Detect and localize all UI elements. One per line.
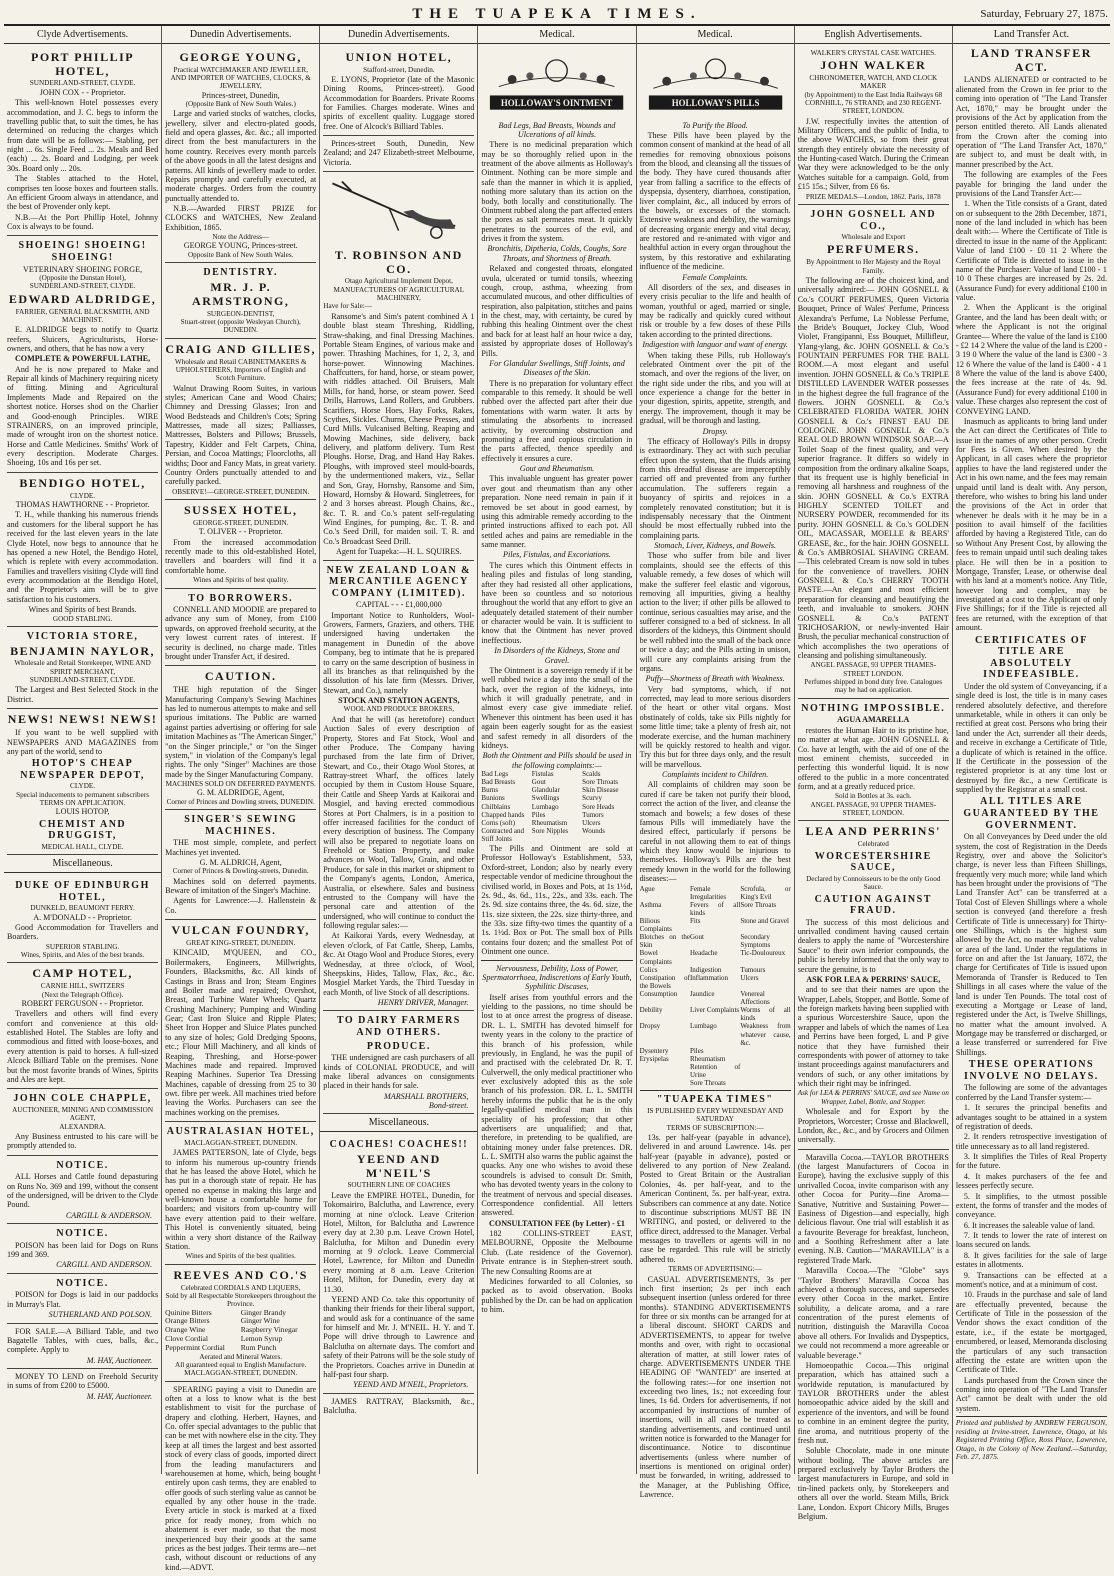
ad-walker: WALKER'S CRYSTAL CASE WATCHES. JOHN WALKER CHRONOMETER, WATCH, AND CLOCK MAKER (by Appointment) to the East India Railways 68 CORNHILL, 76 STRAND; and 230 REGENT-STREET, LONDON. J.W. respectfully invites the attention of Military Officers, and the public of India, to the above WATCHES, so from their great strength they entirely obviate the necessity of the Hunting-cased Watch. During the Crimean War they were acknowledged to be the only Watches suitable for a campaign. Gold, from £15 15s.; Silver, from £6 6s. PRIZE MEDALS—London, 1862. Paris, 1878 [798,47,949,205]
ad-singers-sewing: SINGER'S SEWING MACHINES. THE most simple, complete, and perfect Machines yet invented. G. M. ALDRICH, Agent, Corner of Princes & Dowling-streets, Dunedin. Machines sold on deferred payments. Beware of imitation of the Singer's Machine. Agents for Lawrence:—J. Hallenstein & Co. [165,810,316,920]
ad-victoria-store: VICTORIA STORE, BENJAMIN NAYLOR, Wholesale and Retail Storekeeper, WINE AND SPIRIT MERCHANT, SUNDERLAND-STREET, CLYDE. The Largest and Best Selected Stock in the District. [7,627,158,709]
ad-maravilla-cocoa: Maravilla Cocoa.—TAYLOR BROTHERS (the largest Manufacturers of Cocoa in Europe), having the exclusive supply of this unrivalled Cocoa, invite comparison with any other Cocoa for Purity—fine Aroma—Sanative, Nutritive and Sustaining Power—Easiness of Digestion—and especially, high delicious flavour. One trial will establish it as a favourite Beverage for breakfast, luncheon, and a Soothing Refreshment after a late evening. N.B. Caution—"MARAVILLA" is a registered Trade Mark. Maravilla Cocoa.—The "Globe" says "Taylor Brothers' Maravilla Cocoa has achieved a thorough success, and supersedes every other Cocoa in the market. Entire solubility, a delicate aroma, and a rare concentration of the purest elements of nutrition, distinguish the Maravilla Cocoa above all others. For Invalids and Dyspeptics, we could not recommend a more agreeable or valuable beverage." Homoeopathic Cocoa.—This original preparation, which has attained such a worldwide reputation, is manufactured by TAYLOR BROTHERS under the ablest homoeopathic advice aided by the skill and experience of the inventors, and will be found to combine in an eminent degree the purity, fine aroma, and nutritious property of the fresh nut. Soluble Chocolate, made in one minute without boiling. The above articles are prepared exclusively by Taylor Brothers the largest manufacturers in Europe, and sold in tin-lined packets only, by Storekeepers and others all over the world. Steam Mills, Brick Lane, London. Export Chicory Mills, Bruges Belgium. [797,1152,949,1521]
ad-for-sale: FOR SALE.—A Billiard Table, and two Bagatelle Tables, with cues, balls, &c., complete. Apply to M. HAY, Auctioneer. [7,1324,158,1370]
column-heading: Land Transfer Act. [953,27,1110,44]
ad-craig-gillies: CRAIG AND GILLIES, Wholesale and Retail CABINETMAKERS & UPHOLSTERERS, Importers of English and Scotch Furniture. Walnut Drawing Room Suites, in various styles; American Cane and Wood Chairs; Chimney and Dressing Glasses; Iron and Wood Bedsteads and Children's Cots; Spring Mattresses, made all sizes; Palliasses, Mattresses, Bolsters and Pillows; Brussels, Tapestry, Kidder and Felt Carpets, China, Persian, and Cocoa Mattings; Floorcloths, all widths; Door and Fancy Mats, in great variety. Country Orders punctually attended to and carefully packed. OBSERVE!—GEORGE-STREET, DUNEDIN. [165,339,316,500]
ad-dairy-farmers: TO DAIRY FARMERS AND OTHERS. PRODUCE. THE undersigned are cash purchasers of all kinds of COLONIAL PRODUCE, and will make liberal advances on consignments placed in their hands for sale. MARSHALL BROTHERS, Bond-street. [323,1011,474,1114]
column-dunedin-1 [162,26,320,1572]
column-clyde [4,26,162,1474]
ad-news: NEWS! NEWS! NEWS! If you want to be well supplied with NEWSPAPERS AND MAGAZINES from any part of the world, send to HOTOP'S CHEAP NEWSPAPER DEPOT, CLYDE. Special inducements to permanent subscribers TERMS ON APPLICATION. LOUIS HOTOP, CHEMIST AND DRUGGIST, MEDICAL HALL, CLYDE. [7,709,158,855]
printer-imprint: Printed and published by ANDREW FERGUSON, residing at Irvine-street, Lawrence, Otago, at his Registered Printing Office, Ross Place, Lawrence, Otago, in the Colony of New Zealand.—Saturday, Feb. 27, 1875. [955,1418,1107,1462]
column-medical-ointment: Medical. HOLLOWAY'S OINTMENT Bad Legs, Bad Breasts, Wounds and Ulcerations of all kinds. There is no medicinal preparation which may be so thoroughly relied upon in the treatment of the above ailments as Holloway's Ointment. Nothing can be more simple and safe than the manner in which it is applied, nothing more salutary than its action on the body, both locally and constitutionally. The Ointment rubbed along the part affected enters the pores as salt permeates meat. It quickly penetrates to the sources of the evil, and drives it from the system. Bronchitis, Diptheria, Colds, Coughs, Sore Throats, and Shortness of Breath. Relaxed and congested throats, elongated uvula, ulcerated or tumid tonsils, wheezing cough, croup, asthma, wheezing from accumulated mucous, and other difficulties of respiration, also palpitation, stitches and pains in the chest, may, with certainty, be cured by rubbing this healing Ointment over the chest and back for at least half an hour twice a day, assisted by appropriate doses of Holloway's Pills. For Glandular Swellings, Stiff Joints, and Diseases of the Skin. There is no preparation for voluntary effect comparable to this remedy. It should be well rubbed over the affected part after their due fomentations with warm water. It acts by stimulating the absorbents to increased activity, by overcoming obstruction and promoting a free and copious circulation in the parts affected, thence speedily and effectively it ensures a cure. Gout and Rheumatism. This invaluable unguent has greater power over gout and rheumatism than any other preparation. None need remain in pain if it removed be set about in good earnest, by using this admirable remedy according to the printed instructions affixed to each pot. All settled aches and pains are remediable in the same manner. Piles, Fistulas, and Excoriations. The cures which this Ointment effects in healing piles and fistulas of long standing, after they had resisted all other applications, have been so countless and so notorious throughout the world that any effort to give an adequately detailed statement of their number or character would be vain. It is sufficient to know that the Ointment has never proved ineffectious. In Disorders of the Kidneys, Stone and Gravel. The Ointment is a sovereign remedy if it be well rubbed twice a day into the small of the back, over the region of the kidneys, into which it will gradually penetrate, and in almost every case give immediate relief. Whenever this ointment has been used it has again been eagerly sought for as the easiest and safest remedy in all disorders of the kidneys. Both the Ointment and Pills should be used in the following complaints:— Bad Legs Fistulas Scalds Bad Breasts Gout Sore Throats Burns Glandular Skin Disease Bunions Swellings Scurvy Chilblains Lumbago Sore Heads Chapped hands Piles Tumors Corns (soft) Rheumatism Ulcers Contracted and Sore Nipples Wounds Stiff Joints The Pills and Ointment are sold at Professor Holloway's Establishment, 533, Oxford-street, London; also by nearly every respectable vendor of medicine throughout the civilised world, in Boxes and Pots, at 1s 1½d, 2s. 9d., 4s. 6d., 11s., 22s., and 33s. each. The 2s. 9d. size contains three, the 4s. 6d. size, the 11s. size sixteen, the 22s. size thirty-three, and the 33s. size fifty-two times the quantity of a 1s. 1½d. Box or Pot. The small box of Pills contains four dozen; and the smallest Pot of Ointment one ounce. Nervousness, Debility, Loss of Power, Spermatorrhoea, Indiscretions of Early Youth, Syphilitic Discases, Itself arises from youthful errors and the yielding to the passions, no time should be lost to at once arrest the progress of disease. DR. L. L. SMITH has devoted himself for twenty years in the colony to the practice of this branch of his profession, while previously, in England, he was the pupil of and practised with the celebrated Dr. R. T. Culverwell, the only medical practitioner who ever exclusively adopted this as the sole branch of his profession. DR. L. L. SMITH hereby informs the public that he is the only legally-qualified medical man in this speciality of his profession; that other advertisers are unqualified; and that, therefore, in pretending to be qualified, are obtaining money under false pretences. DR. L. L. SMITH also warns the public against the quacks. Any one who wishes to avoid these scoundrels is advised to consult Dr. Smith, who has devoted twenty years in the colony to the treatment of nervous and special diseases. Correspondence confidential. All letters answered. CONSULTATION FEE (by Letter) - £1 182 COLLINS-STREET EAST, MELBOURNE, Opposite the Melbourne Club. (Late residence of the Governor). Private entrance is in Stephen-street south. The new Consulting Rooms are at Medicines forwarded to all Colonies, so packed as to avoid observation. Books published by the Dr. can be had on application to him. [478,26,636,1474]
column-heading: Clyde Advertisements. [4,27,161,44]
column-heading: English Advertisements. [795,27,952,44]
ad-dentistry: DENTISTRY. MR. J. P. ARMSTRONG, SURGEON-DENTIST, Stuart-street (opposite Wesleyan Church), DUNEDIN. [165,263,316,338]
pills-banner-text: HOLLOWAY'S PILLS [671,97,759,108]
ad-notice-poison-2: NOTICE. POISON for Dogs is laid in our paddocks in Murray's Flat. SUTHERLAND AND POLSON. [7,1274,158,1324]
ad-notice-poison: NOTICE. POISON has been laid for Dogs on Runs 199 and 369. CARGILL AND ANDERSON. [7,1224,158,1274]
advantages-list: 1. It secures the principal benefits and advantages sought to be attained in a system of registration of deeds. 2. It renders retrospective investigation of title unnecessary as to all land registered. 3. It simplifies the Titles of Real Property for the future. 4. It makes purchasers of the fee and lessees perfectly secure. 5. It simplifies, to the utmost possible extent, the forms of transfer and the modes of conveyance. 6. It increases the saleable value of land. 7. It tends to lower the rate of interest on loans secured on lands. 8. It gives facilities for the sale of large estates in allotments. 9. Transactions can be effected at a moment's notice, and at a minimum of cost. 10. Frauds in the purchase and sale of land are effectually prevented, because the Certificate of Title in the possession of the Vendor shows the exact condition of the estate, i.e., if the estate be mortgaged, encumbered, or leased, Memoranda disclosing the particulars of any such transaction affecting the estate are written upon the Certificate of Title. [955,1103,1107,1375]
ad-gosnell: JOHN GOSNELL AND CO., Wholesale and Export PERFUMERS. By Appointment to Her Majesty and the Royal Family. The following are of the choicest kind, and universally admired:— JOHN GOSNELL & Co.'s COURT PERFUMES, Queen Victoria Bouquet, Prince of Wales' Perfume, Princess Alexandra's Perfume, La Noblesse Perfume, the Bride's Bouquet, Jockey Club, Wood Violet, Frangipanni, Ess Bouquet, Millifleur, Ylang-ylang, &c. JOHN GOSNELL & Co.'s FOUNTAIN PERFUMES FOR THE BALL ROOM.—A most elegant and useful invention. JOHN GOSNELL & Co.'s TRIPLE DISTILLED LAVENDER WATER possesses in the highest degree the full fragrance of the flowers. JOHN GOSNELL & Co.'s CELEBRATED FLORIDA WATER. JOHN GOSNELL & Co.'s FINEST EAU DE COLOGNE. JOHN GOSNELL & Co.'s REAL OLD BROWN WINDSOR SOAP.—A Toilet Soap of the finest quality, and very superior fragrance. It differs so widely in composition from the ordinary alkaline Soaps, that its frequent use is highly beneficial in removing all harshness and roughness of the skin. JOHN GOSNELL & Co.'s EXTRA HIGHLY SCENTED TOILET and NURSERY POWDER, recommended for its purity. JOHN GOSNELL & Co.'s GOLDEN OIL, MACASSAR, MOELLE & BEARS' GREASE, &c., for the hair. JOHN GOSNELL & Co.'s AMBROSIAL SHAVING CREAM.—This celebrated Cream is now sold in tubes for the convenience of travellers. JOHN GOSNELL & Co.'s CHERRY TOOTH PASTE.—An elegant and most efficient preparation for cleansing and beautifying the teeth, and invaluable to smokers. JOHN GOSNELL & Co.'s PATENT TRICHOSARION, or newly-invented Hair Brush, the peculiar mechanical construction of which accomplishes the two operations of cleansing and polishing simultaneously. ANGEL PASSAGE, 93 UPPER THAMES-STREET LONDON. Perfumes shipped in bond duty free. Catalogues may be had on application. [798,205,949,699]
ad-dunedin-address: Princes-street South, Dunedin, New Zealand; and 247 Elizabeth-street Melbourne, Victoria. [323,136,474,172]
masthead [4,4,1110,26]
column-land-transfer: Land Transfer Act. LAND TRANSFER ACT. LANDS ALIENATED or contracted to be alienated from the Crown in fee prior to the coming into operation of "The Land Transfer Act, 1870," may be brought under the provisions of the Act by application from the person entitled thereto. All Lands alienated from the Crown after the coming into operation of "The Land Transfer Act, 1870," are subject to, and must be dealt with, in manner prescribed by the Act. The following are examples of the Fees payable for bringing the land under the provisions of the Land Transfer Act:— 1. When the Title consists of a Grant, dated on or subsequent to the 28th December, 1871, none of the land included in which has been dealt with:— Where the Certificate of Title is directed to issue in the name of the Applicant: Value of land £100 - £0 11 2 Where the Certificate of Title is directed to issue in the name of the Purchaser: Value of land £100 - 1 10 0 These charges are increased by 2s. 2d. (Assurance Fund) for every additional £100 in value. 2. When the Applicant is the original Grantee, and the land has been dealt with; or where the Applicant is not the original Grantee— Where the value of the land is £100 - £2 14 2 Where the value of the land is £200 - 3 19 0 Where the value of the land is £300 - 3 12 6 Where the value of the land is £400 - 4 1 8 Where the value of the land is above £400, the fees increase at the rate of 4s. 9d. (Assurance Fund) for every additional £100 in value. These charges also represent the cost of CONVEYING LAND. Inasmuch as applicants to bring land under the Act can direct the Certificates of Title to issue in the names of any other person. Credit for Fees is Given. When desired by the Applicant, in all cases where the proprietor applies to have the land registered under the Act in his own name, and the fees may remain unpaid until land is dealt with. Any person, therefore, who wishes to bring his land under the provisions of the Act in order that whenever he deals with it he may be in a position to avail himself of the facilities afforded by having a Registered Title, can do so Without Any Present Cost, by allowing the fees to remain unpaid until such dealing takes place. He will then be in a position to Mortgage, Transfer, Lease, or otherwise deal with his land at a moment's notice. Any Title, however long and complex, may be investigated at a cost to the Applicant of only Five Shillings; for if the Title is rejected all fees are returned, with the exception of that amount. CERTIFICATES OF TITLE ARE ABSOLUTELY INDEFEASIBLE. Under the old system of Conveyancing, if a single deed is lost, the title is in many cases rendered absolutely defective, and therefore unmarketable, while in others it can only be rectified at great cost. Persons who bring their land under the Act, surrender all their deeds, and receive in exchange a Certificate of Title, a duplicate of which is retained in the office. If the Certificate in the possession of the registered proprietor is at any time lost or destroyed by fire &c., a new Certificate is supplied by the Registrar at a small cost. ALL TITLES ARE GUARANTEED BY THE GOVERNMENT. On all Conveyances by Deed under the old system, the cost of Registration in the Deeds Registry, over and above the Solicitor's charge, is never less than Fifteen Shillings, frequently very much more; while land which has been brought under the provisions of "The Land Transfer Act" can be transferred at a Total Cost of Eleven Shillings where a whole section is conveyed (and therefore a fresh Certificate of Title is unnecessary) for Thirty-one Shillings, which is the highest sum allowed by the Act, no matter what the value or area of the land. Under the regulations in force on and after the 1st January, 1872, the charge for Certificates of Title is issued upon Memoranda of Transfer is Reduced to Ten Shillings in all cases where the value of the land is under Ten Pounds. The total cost of executing a Mortgage or Lease of land, registered under the Act, is Twelve Shillings, no matter what the amount involved. A Mortgage may be transferred or discharged, or a lease transferred or surrendered for Five Shillings. THESE OPERATIONS INVOLVE NO DELAYS. The following are some of the advantages conferred by the Land Transfer system:— 1. It secures the principal benefits and advantages sought to be attained in a system of registration of deeds. 2. It renders retrospective investigation of title unnecessary as to all land registered. 3. It simplifies the Titles of Real Property for the future. 4. It makes purchasers of the fee and lessees perfectly secure. 5. It simplifies, to the utmost possible extent, the forms of transfer and the modes of conveyance. 6. It increases the saleable value of land. 7. It tends to lower the rate of interest on loans secured on lands. 8. It gives facilities for the sale of large estates in allotments. 9. Transactions can be effected at a moment's notice, and at a minimum of cost. 10. Frauds in the purchase and sale of land are effectually prevented, because the Certificate of Title in the possession of the Vendor shows the exact condition of the estate, i.e., if the estate be mortgaged, encumbered, or leased, Memoranda disclosing the particulars of any such transaction affecting the estate are written upon the Certificate of Title. Lands purchased from the Crown since the coming into operation of "The Land Transfer Act" cannot be dealt with under the old system. Printed and published by ANDREW FERGUSON, residing at Irvine-street, Lawrence, Otago, at his Registered Printing Office, Ross Place, Lawrence, Otago, in the Colony of New Zealand.—Saturday, Feb. 27, 1875. [953,26,1110,1474]
medicine-scene-icon [640,47,791,119]
ad-camp-hotel: CAMP HOTEL, CARNIE HILL, SWITZERS (Next the Telegraph Office). ROBERT FERGUSON - - Proprietor. Travellers and others will find every comfort and convenience at this old-established Hotel. The Stables are lofty and commodious and fitted with loose-boxes, and every attention is paid to horses. A full-sized Alcock Billiard Table on the premises. None but the most favorite brands of Wines, Spirits and Ales are kept. [7,963,158,1089]
column-dunedin-2 [320,26,478,1474]
column-heading: Medical. [478,27,635,44]
diseases-list: Ague Female Irregularities Scrofula, or King's Evil Asthma Fevers of all kinds Sore Throats Bilious Complaints Fits Stone and Gravel Blotches on the Skin Gout Secondary Symptoms Bowel Complaints Headache Tic-Douloureux Colics Indigestion Tumours Constipation of the Bowels Inflammation Ulcers Consumption Jaundice Venereal Affections Debility Liver Complaints Worms of all kinds Dropsy Lumbago Weakness from whatever cause, &c. Dysentery Piles Erysipelas Rheumatism Retention of Urine Sore Throats [639,884,791,1088]
masthead-title: THE TUAPEKA TIMES. [412,5,702,22]
ad-notice-cattle: NOTICE. ALL Horses and Cattle found depasturing on Runs No. 369 and 199, without the consent of the undersigned, will be driven to the Clyde Pound. CARGILL & ANDERSON. [7,1156,158,1224]
plough-illustration [323,172,474,244]
section-heading-miscellaneous: Miscellaneous. [4,856,161,873]
ad-chapple: JOHN COLE CHAPPLE, AUCTIONEER, MINING AND COMMISSION AGENT, ALEXANDRA. Any Business entrusted to his care will be promptly attended to. [7,1089,158,1155]
ad-reeves: REEVES AND CO.'S Celebrated CORDIALS AND LIQUERS, Sold by all Respectable Storekeepers throughout the Province. Quinine Bitters Ginger Brandy Orange Bitters Ginger Wine Orange Wine Raspberry Vinegar Clove Cordial Lemon Syrup Peppermint Cordial Rum Punch Aerated and Mineral Waters. All guaranteed equal to English Manufacture. MACLAGGAN-STREET, DUNEDIN. [165,1265,316,1382]
ad-vulcan-foundry: VULCAN FOUNDRY, GREAT KING-STREET, DUNEDIN. KINCAID, M'QUEEN, and CO., Boilermakers, Engineers, Millwrights, Founders, Blacksmiths, &c. All kinds of Castings in Brass and Iron; Steam Engines and Boiler made and repaired; Overshot, Breast, and Turbine Water Wheels; Quartz Crushing Machinery; Pumping and Winding Gear; Cast Iron Sluice and Ripple Plates; Sheet Iron Hopper and Sluice Plates punched to any size of holes; Gold Dredging Spoons, etc.; Flour Mill Machinery, and all kinds of Reaping, Threshing, and Horse-power Machines made and repaired. Improved Reaping Machines. Superior Tea Dressing Machines, capable of dressing from 25 to 30 owt. fibre per week. All machines tried before leaving the Works. Purchasers can see the machines working on the premises. [165,920,316,1122]
holloway-pills-illustration [640,47,791,119]
ad-nothing-impossible: NOTHING IMPOSSIBLE. AGUA AMARELLA restores the Human Hair to its pristine hue, no matter at what age. JOHN GOSNELL & Co. have at length, with the aid of one of the most eminent chemists, succeeded in perfecting this wonderful liquid. It is now offered to the public in a more concentrated form, and at a greatly reduced price. Sold in Bottles at 3s. each. ANGEL PASSAGE, 93 UPPER THAMES-STREET, LONDON. [798,699,949,822]
ad-union-hotel: UNION HOTEL, Stafford-street, Dunedin. E. LYONS, Proprietor (late of the Masonic Dining Rooms, Princes-street). Good Accommodation for Boarders. Private Rooms for Families. Charges moderate. Wines and spirits of excellent quality. Luggage stored free. One of Alcock's Billiard Tables. [323,47,474,137]
ad-caution-singer: CAUTION. THE high reputation of the Singer Manufacturing Company's Sewing Machines has led to numerous attempts to make and sell spurious imitations. The Public are warned against parties advertising or offering for sale imitation Machines as "The American Singer," "on the Singer principle," or "on the Singer system," in violation of the Company's legal rights. The only "Singer" Machines are those made by the Singer Manufacturing Company. MACHINES SOLD ON DEFERRED PAYMENTS. G. M. ALDRIDGE, Agent, Corner of Princes and Dowling streets, DUNEDIN. [165,666,316,810]
ad-spearing: SPEARING paying a visit to Dunedin are often at a loss to know what is the best establishment to visit for the purchase of drapery and clothing. Herbert, Haynes, and Co. offer special advantages to the public that can be met with nowhere else in the city. They keep at all times the largest and best assorted stock of every class of goods, imported direct from the leading manufacturers and warehousemen at home, which, being bought entirely upon cash terms, they are enabled to offer goods of such sterling value as cannot be equalled by any other house in the trade. Every article in stock is marked at a fixed price for ready money, from which no abatement is ever made, so that the most inexperienced buy their goods at the same prices as the best judges. Their terms are—net cash, without discount or reductions of any kind.—ADVT. [165,1384,317,1572]
ad-coaches: COACHES! COACHES!! YEEND AND M'NEIL'S SOUTHERN LINE OF COACHES Leave the EMPIRE HOTEL, Dunedin, for Tokomairiro, Balclutha, and Lawrence, every morning at nine o'clock. Leave Criterion Hotel, Milton, for Balclutha and Lawrence every day at 2.30 p.m. Leave Crown Hotel, Balclutha, for Milton and Dunedin every morning at 9 o'clock. Leave Commercial Hotel, Lawrence, for Milton and Dunedin every morning at 8 a.m. Leave Criterion Hotel, Milton, for Dunedin, every day at 11.30. YEEND AND Co. take this opportunity of thanking their friends for their liberal support, and would ask for a continuance of the same for himself and Mr. J. M'NEIL. H. Y. and T. Pope will drive through to Lawrence and Balclutha on alternate days. The comfort and safety of their Patrons will be the sole study of the Proprietors. Coaches arrive in Dunedin at half-past four sharp. YEEND AND M'NEIL, Proprietors. [323,1135,474,1394]
ad-shoeing: SHOEING! SHOEING! SHOEING! VETERINARY SHOEING FORGE, (Opposite the Dunstan Hotel), SUNDERLAND-STREET, CLYDE. EDWARD ALDRIDGE, FARRIER, GENERAL BLACKSMITH, AND MACHINIST. E. ALDRIDGE begs to notify to Quartz reefers, Sluicers, Agriculturists, Horse-owners, and others, that he has now a very COMPLETE & POWERFUL LATHE, And he is now prepared to Make and Repair all kinds of Machinery requiring nicety of fitting. Mining and Agricultural Implements Made and Repaired on the shortest notice. Horses shod on the Charlier and Good-enough Principles. WIRE STRAINERS, on an improved principle, made of wrought iron on the shortest notice. Horse and Cattle Medicines. Smiths' Work of every description. Moderate Charges. Shoeing, 10s and 16s per set. [7,236,158,472]
ad-george-young: GEORGE YOUNG, Practical WATCHMAKER AND JEWELLER, AND IMPORTER OF WATCHES, CLOCKS, & JEWELLERY, Princes-street, Dunedin, (Opposite Bank of New South Wales.) Large and varied stocks of watches, clocks, jewellery, silver and electro-plated goods, field and opera glasses, &c. &c.; all imported direct from the best manufacturers in the home country. Receives every month parcels of the above goods in all the latest designs and patterns. All kinds of jewellery made to order. Repairs promptly and carefully executed, at moderate charges. Orders from the country punctually attended to. N.B.—Awarded FIRST PRIZE for CLOCKS and WATCHES, New Zealand Exhibition, 1865. Note the Address— GEORGE YOUNG, Princes-street. Opposite Bank of New South Wales. [165,47,316,264]
holloway-ointment-illustration [481,47,632,119]
reeves-product-list: Quinine Bitters Ginger Brandy Orange Bitters Ginger Wine Orange Wine Raspberry Vinegar Clove Cordial Lemon Syrup Peppermint Cordial Rum Punch [165,1307,298,1352]
ad-nz-loan: NEW ZEALAND LOAN & MERCANTILE AGENCY COMPANY (LIMITED). CAPITAL - - - £1,000,000 Important Notice to Runholders, Wool-Growers, Farmers, Graziers, and others. THE undersigned having undertaken the management in Dunedin of the above Company, beg to intimate that he is prepared to carry on the same description of business in all its branches as that relinquished by the dissolution of his late firm (Messrs. Driver, Stewart, and Co.), namely STOCK AND STATION AGENTS, WOOL AND PRODUCE BROKERS, And that he will (as heretofore) conduct Auction Sales of every description of Property, Stores and Fat Stock, Wool and other Produce. The Company having purchased from the late firm of Driver, Stewart, and Co., their Otago Wool Stores, at Rattray-street Wharf, the offices lately occupied by them in Custom House Square, their Cattle and Sheep Yards at Kaikorai and Mosgiel, and having erected commodious Stores at Port Chalmers, is in a position to offer increased facilities for the conduct of every description of business. The Company will also be prepared to negotiate loans on Freehold or Station Property, and make advances on Wool, Tallow, Grain, and other Produce, for sale in this market or shipment to the Company's agents, London, America, Australia, or elsewhere. Sales and business entrusted to the Company will have the personal care and attention of the undersigned, who will continue to conduct the following regular sales:— At Kaikorai Yards, every Wednesday, at eleven o'clock, of Fat Cattle, Sheep, Lambs, &c. At Otago Wool and Produce Stores, every Wednesday, at three o'clock, of Wool, Sheepskins, Hides, Tallow, Flax, &c., &c. Mosgiel Market Yards, the Third Tuesday in each Month, of live Stock of all descriptions. HENRY DRIVER, Manager. [323,561,474,1012]
column-heading: Dunedin Advertisements. [162,27,319,44]
ad-rattray: JAMES RATTRAY, Blacksmith, &c., Balclutha. [323,1396,475,1416]
column-english [795,26,953,1521]
ad-bendigo: BENDIGO HOTEL, CLYDE. THOMAS HAWTHORNE - - Proprietor. T. H., while thanking his numerous friends and customers for the liberal support he has received for the last eleven years in the late Clyde Hotel, now begs to announce that he has opened a new Hotel, the Bendigo Hotel, which is replete with every accommodation. Families and travellers visiting Clyde will find every accommodation at the Bendigo Hotel, and the Proprietor's aim will be to give satisfaction to his customers. Wines and Spirits of best Brands. GOOD STABLING. [7,473,158,627]
tuapeka-times-notice: "TUAPEKA TIMES" [656,1094,774,1106]
masthead-date: Saturday, February 27, 1875. [980,8,1108,20]
section-heading-miscellaneous: Miscellaneous. [320,1115,477,1132]
ad-to-borrowers: TO BORROWERS. CONNELL AND MOODIE are prepared to advance any sum of Money, from £100 upwards, on approved freehold security, at the very lowest current rates of interest. If security is declined, no charge made. Titles brought under Transfer Act, if desired. [165,589,316,667]
ad-port-phillip: PORT PHILLIP HOTEL, SUNDERLAND-STREET, CLYDE. JOHN COX - - Proprietor. This well-known Hotel possesses every accommodation, and J. C. begs to inform the travelling public that, to suit the times, he has determined on reducing the charges which from date will be as follows:— Stabling, per night ... 6s. Single Feed ... 2s. Meals and Bed (each) ... 2s. Board and Lodging, per week 30s. Board only ... 20s. The Stables attached to the Hotel, comprises ten loose boxes and fourteen stalls. An efficient Groom always in attendance, and the best of Provender only kept. N.B.—At the Port Phillip Hotel, Johnny Cox is always to be found. [7,47,158,237]
plough-icon [323,172,474,242]
newspaper-page [4,4,1110,1572]
medicine-scene-icon [481,47,632,119]
column-heading: Medical. [637,27,794,44]
ad-robinson: T. ROBINSON AND CO. Otago Agricultural Implement Depot, MANUFACTURERS OF AGRICULTURAL MACHINERY, Have for Sale:— Ransome's and Sim's patent combined A 1 double blast steam Threshing, Riddling, Straw-shaking, and final Dressing Machines. Portable Steam Engines, of various make and power. Thrashing Machines, for 1, 2, 3, and horse-power. Winnowing Machines. Chaffcutters, for hand, horse, or steam power, with riddles attached. Oil Bruisers, Malt Mills, for hand, horse, or steam power. Seed Drills, Harrows, Land Rollers, and Grubbers. Scarifiers, Horse Hoes, Hay Forks, Rakes, Scythes, Sickles. Churns, Cheese Presses, and Curd Mills. Vulcanised Belting. Reaping and Mowing Machines, side delivery, back delivery, and platform delivery. Turn Rest Ploughs. Horse, Drag, and Hand Hay Rakes. Ploughs, with improved steel mould-boards, by the undermentioned makers, viz., Sellar and Son, Gray, Hornsby, Ransome and Sim, Howard, Hornsby & Howard. Singletrees, for 2 and 3 horses abreast. Plough Chains, &c., &c. T. R. and Co.'s patent self-regulating Wind Engines, for pumping, &c. T. R. and Co.'s Seed Drill, for maiden soil. T. R. and Co.'s Broadcast Seed Drill. Agent for Tuapeka:—H. L. SQUIRES. [323,245,474,561]
ointment-banner-text: HOLLOWAY'S OINTMENT [501,97,613,108]
ad-lea-perrins: LEA AND PERRINS' Celebrated WORCESTERSHIRE SAUCE, Declared by Connoisseurs to be the only Good Sauce. CAUTION AGAINST FRAUD. The success of this most delicious and unrivalled condiment having caused certain dealers to apply the name of "Worcestershire Sauce" to their own inferior compounds, the public is hereby informed that the only way to secure the genuine, is to ASK FOR LEA & PERRINS' SAUCE, and to see that their names are upon the Wrapper, Labels, Stopper, and Bottle. Some of the foreign markets having been supplied with a spurious Worcestershire Sauce, upon the wrapper and labels of which the names of Lea and Perrins have been forged, L and P give notice that they have furnished their correspondents with power of attorney to take instant proceedings against manufacturers and vendors of such, or any other imitations by which their right may be infringed. Ask for LEA & PERRINS' SAUCE, and see Name on Wrapper, Label, Bottle, and Stopper. Wholesale and for Export by the Proprietors, Worcester; Crosse and Blackwell, London, &c., &c., and by Grocers and Oilmen universally. [798,821,949,1149]
complaints-list: Bad Legs Fistulas Scalds Bad Breasts Gout Sore Throats Burns Glandular Skin Disease Bunions Swellings Scurvy Chilblains Lumbago Sore Heads Chapped hands Piles Tumors Corns (soft) Rheumatism Ulcers Contracted and Sore Nipples Wounds Stiff Joints [481,770,619,843]
ad-heading: PORT PHILLIP HOTEL, [31,49,135,78]
ad-money-to-lend: MONEY TO LEND on Freehold Security in sums of from £200 to £5000. M. HAY, Auctioneer. [7,1372,159,1401]
column-medical-pills: Medical. HOLLOWAY'S PILLS To Purify the Blood. These Pills have been played by the common consent of mankind at the head of all remedies for removing obnoxious poisons from the blood, and cleansing all the tissues of the body. They have cured thousands after year from falling a sacrifice to the effects of dyspepsia, dysentery, diarrhoea, constipation, liver complaint, &c., all induced by errors of the bowels, or excesses of the stomach. Extensive weakness and debility, the warnings of decreasing organic energy and vital decay, are restored and re-animated with vigor and healthful action in every organ throughout the system, by this restorative and exhilarating influence of the medicine. Female Complaints. All disorders of the sex, and diseases in every crisis peculiar to the life and health of woman, youthful or aged, married or single, may be radically and quickly cured without risk or trouble by a few doses of these Pills taken according to the printed directions. Indigestion with languor and want of energy. When taking these Pills, rub Holloway's celebrated Ointment over the pit of the stomach, and over the regions of the liver, on the right side under the ribs, and you will at once experience a change for the better in your digestion, spirits, appetite, strength, and energy. The improvement, though it may be gradual, will be thorough and lasting. Dropsy. The efficacy of Holloway's Pills in dropsy is extraordinary. They act with such peculiar effect upon the system, that the fluids arising from this dreadful disease are imperceptibly carried off and prevented from any further accumulation. The sufferers regain a buoyancy of spirits and rejoices in a completely renovated constitution; but it is indispensably necessary that the Ointment should be most effectually rubbed into the complaining parts. Stomach, Liver, Kidneys, and Bowels. Those who suffer from bile and liver complaints, should see the effects of this valuable remedy, a few doses of which will make the sufferer feel elastic and vigorous, removing all impurities, giving a healthy action to the liver; if other pills be allowed to continue, serious casualties may arise, and the sufferer consigned to a bed of sickness. In all disorders of the kidneys, this Ointment should be well rubbed into the small of the back once or twice a day; and the Pills acting in unison, will cure any complaints arising from the organs. Puffy—Shortness of Breath with Weakness. Very bad symptoms, which, if not corrected, may lead to more serious disorders of the heart or other vital organs. Most obstinately of colds, take six Pills nightly for some little time; take a plenty of fresh air, not moderate exercise, and the human machinery will be quickly restored to health and vigor. Try this but for three days only, and the result will be marvellous. Complaints incident to Children. All complaints of children may soon be cured if care be taken not purify their blood, correct the action of the liver, and cleanse the stomach and bowels; a few doses of these famous Pills will immediately have the desired effect, particularly if persons be careful in not allowing them to eat of things which they know would be injurious to themselves. Holloway's Pills are the best remedy known in the world for the following diseases:— Ague Female Irregularities Scrofula, or King's Evil Asthma Fevers of all kinds Sore Throats Bilious Complaints Fits Stone and Gravel Blotches on the Skin Gout Secondary Symptoms Bowel Complaints Headache Tic-Douloureux Colics Indigestion Tumours Constipation of the Bowels Inflammation Ulcers Consumption Jaundice Venereal Affections Debility Liver Complaints Worms of all kinds Dropsy Lumbago Weakness from whatever cause, &c. Dysentery Piles Erysipelas Rheumatism Retention of Urine Sore Throats "TUAPEKA TIMES" IS PUBLISHED EVERY WEDNESDAY AND SATURDAY TERMS OF SUBSCRIPTION:— 13s. per half-year (payable in advance), delivered in and around Lawrence. 14s. per half-year (payable in advance), posted or delivered to any portion of New Zealand. Posted to Great Britain or the Australian Colonies, 4s. per half-year, and to the American Continent, 5s. per half-year, extra. Subscribers can commence at any date. Notice to discontinue subscriptions MUST BE IN WRITING, and posted, or delivered to the office direct, addressed to the Manager. Verbal messages to travellers or agents will in no case be regarded. This rule will be strictly adhered to. TERMS OF ADVERTISING:— CASUAL ADVERTISEMENTS, 3s per inch first insertion; 2s per inch each subsequent insertion (unless ordered for three months). STANDING ADVERTISEMENTS for three or six months can be arranged for at a liberal discount. SHORT CARDS and ADVERTISEMENTS, to appear for twelve months and over, with right to occasional alteration of matter, at still lower rates of charge. ADVERTISEMENTS UNDER THE HEADING OF "WANTED" are inserted at the following rates:—for one insertion not exceeding two lines, 1s.; not exceeding four lines, 1s 6d. Orders for advertisements, if not accompanied by instructions of number of insertions, will in all cases be treated as standing advertisements, and continued until written notice is forwarded to the Manager for discontinuance. Notice to discontinue advertisements (unless where number of insertions is mentioned on original order) must be forwarded, in writing, addressed to the Manager, at the Publishing Office, Lawrence. [637,26,795,1474]
ad-australasian-hotel: AUSTRALASIAN HOTEL, MACLAGGAN-STREET, DUNEDIN. JAMES PATTERSON, late of Clyde, begs to inform his numerous up-country friends that he has leased the above Hotel, which he has put in a thorough state of repair. He has opened no expense in making this large and well-known house a comfortable home for boarders; and visitors from up-country will have every attention paid to their welfare. This Hotel is conveniently situated, being within a very short distance of the Railway Station. Wines and Spirits of the best qualities. [165,1122,316,1264]
ad-duke-of-edinburgh: DUKE OF EDINBURGH HOTEL, DUNKELD, BEAUMONT FERRY. A. M'DONALD - - Proprietor. Good Accommodation for Travellers and Boarders. SUPERIOR STABLING. Wines, Spirits, and Ales of the best brands. [7,876,158,963]
column-heading: Dunedin Advertisements. [320,27,477,44]
ad-sussex-hotel: SUSSEX HOTEL, GEORGE-STREET, DUNEDIN. T. OLIVER - - Proprietor. From the increased accommodation recently made to this old-established Hotel, travellers and boarders will find it a comfortable home. Wines and Spirits of best quality. [165,500,316,588]
columns [4,26,1110,1572]
